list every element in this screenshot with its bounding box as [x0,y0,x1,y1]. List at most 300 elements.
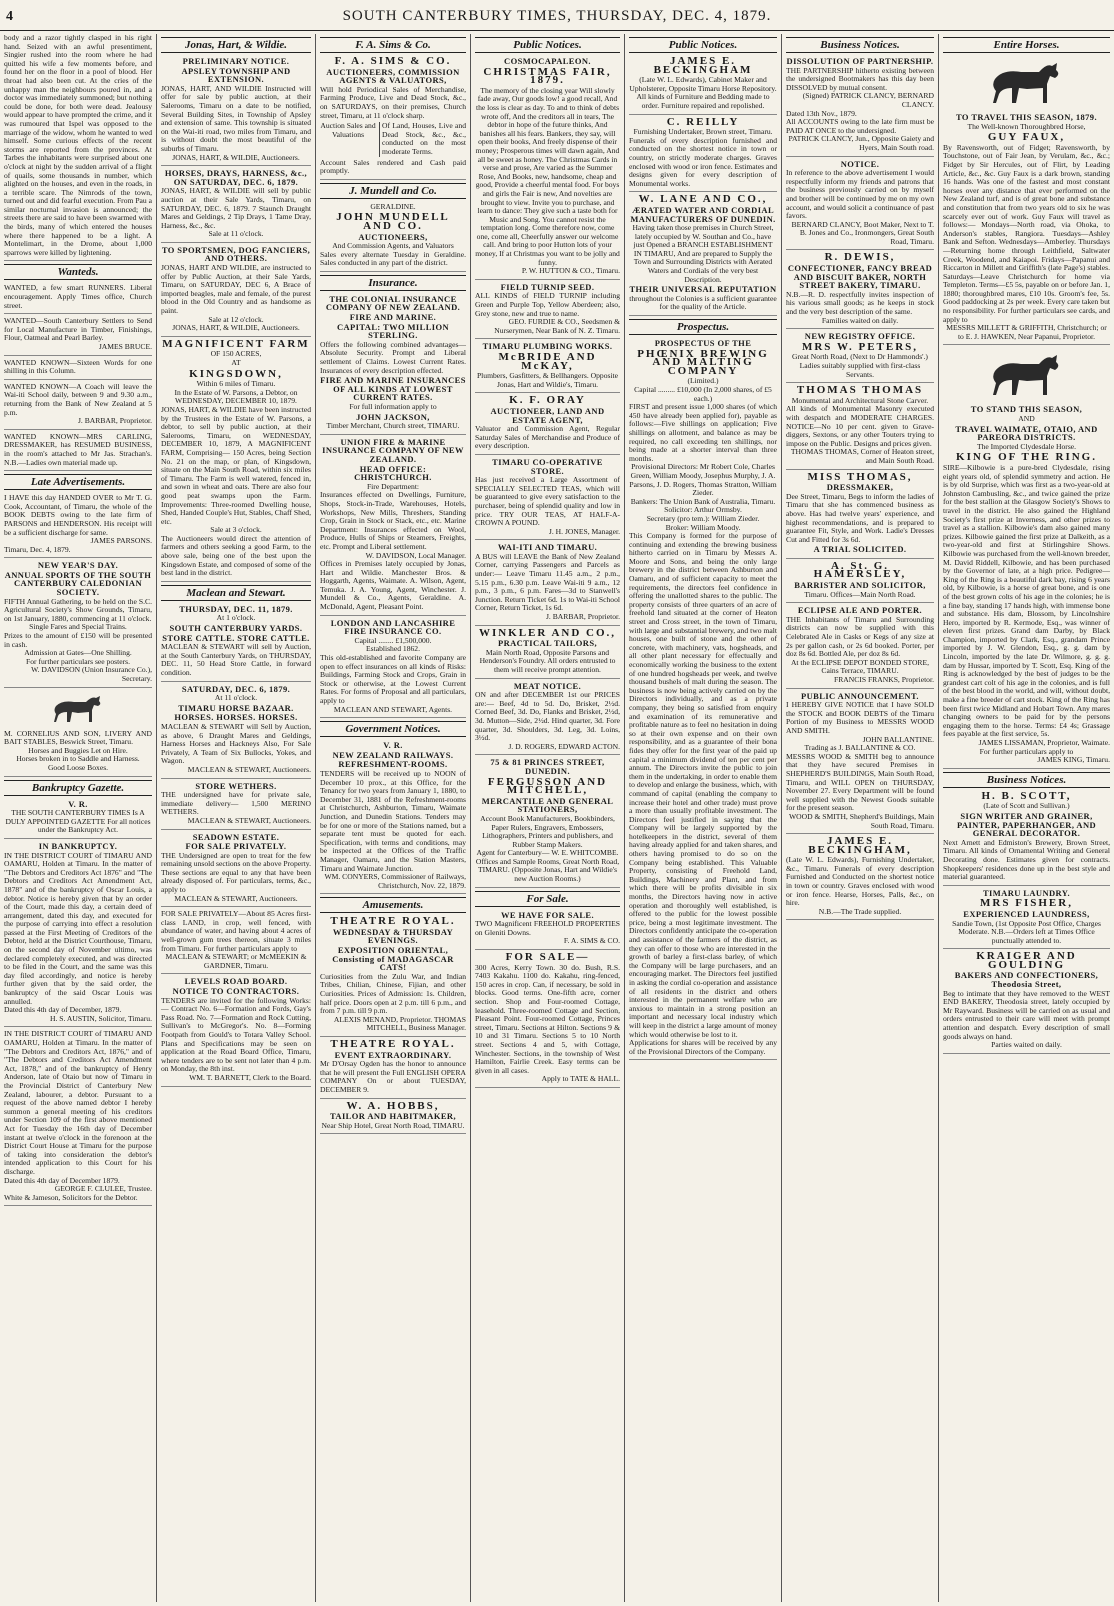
ad-text: A BUS will LEAVE the Bank of New Zealand Corner, carrying Passengers and Parcels as under:— Leave Timaru 11.45 a.m., 2 p.m., 5.15 p.m., 6.30 p.m. Leave Wai-iti 9 a.m., 12 p.m., 3 p.m., 6 p.m. Fares—3d to Stanwell's Junction. Return Ticket 6d. 1s to Wai-iti School Corner, Return Ticket, 1s 6d. [475,551,620,613]
ad-heading: NOTICE TO CONTRACTORS. [172,986,300,996]
ad-signature: MESSRS MILLETT & GRIFFITH, Christchurch; or to E. J. HAWKEN, Near Papanui, Proprietor. [946,323,1107,341]
ad-title: THEATRE ROYAL. [330,915,456,928]
ad-heading: REFRESHMENT-ROOMS. [338,759,448,770]
ad-text: The Auctioneers would direct the attention of farmers and others seeking a good Farm, to the above sale, being one of the best upon the Kingsdown Estate, and composed of some of the best land in the district. [161,533,311,578]
auction-ad [161,169,311,243]
ad-title: JAMES E. BECKINGHAM, [808,835,912,856]
ad-text: N.B.—R. D. respectfully invites inspection of his various small goods; as he keeps in stock and the very best description of the same. [786,289,934,317]
news-story [4,34,152,261]
column-5 [625,34,782,1602]
auctioneer-ad [320,57,466,180]
ad-text: This old-established and favorite Company are open to effect insurances on all kinds of Risks: Buildings, Farming Stock and Crops, Grain in Stock or otherwise, at the Lowest Current Rates. For forms of Proposal and all particulars, apply to [320,653,466,705]
ad-heading: IN BANKRUPTCY. [38,840,118,851]
ad-heading: THE COLONIAL INSURANCE COMPANY OF NEW ZEALAND. [325,293,461,313]
columns [0,34,1114,1602]
ad-heading: BARRISTER AND SOLICITOR, [794,580,926,591]
horse-icon [985,349,1069,401]
ad-line: (Late of Scott and Sullivan.) [983,801,1070,811]
ad-text: Account Book Manufacturers, Bookbinders, Paper Rulers, Engravers, Embossers, Lithographers, Printers and publishers, and Rubber Stamp Makers. [480,813,615,849]
registry-ad [786,332,934,383]
ad-line: And Commission Agents, and Valuators [332,241,454,251]
aerated-water-ad [629,195,777,316]
ad-text: SIRE—Kilbowie is a pure-bred Clydesdale, rising eight years old, of splendid symmetry and action. He is by old Surprise, which was first as a two-year-old at Johnston Cambusling, &c., and twice gained the prize for the best stallion at the Glasgow Society's Shows to travel in the district. He also gained the Highland Society's first prize at Inverness, and other prizes to travel as a stallion. Kilbowie's dam also gained many prizes. Kilbowie gained the first prize at Dalkeith, as a two-year-old and first at Stirlingshire Shows. Kilbowie was purchased from the well-known breeder, M. David Riddell, Kilbowie, and has been purchased by the Governor of late, at a high price. Pedigree—King of the Ring is a beautiful dark bay, rising 6 years old, by Kilbowie, is a horse of great bone, and is one of the best grown colts of his age in the colonies; he is a fine bay, standing 17 hands high, with immense bone and substance. His dam, Blossom, by Lincolnshire Hero, imported by R. Kermode, Esq., was winner of eleven first prizes. Grand dam Darby, by Black Champion, imported by Clark, Esq., grandam Prince imported by J. W. Glendon, Esq., g. g. dam by Lincoln, imported by the late Dr. Wilmore, g. g. g. dam by Hussar, imported by T. Scott, Esq. King of the Ring is acknowledged by the best of judges to be the grandest cart colt of his age in the colonies, and is full of the best blood in the world, and will, without doubt, make a fine breeder of cart stock. King of the Ring has been first twice Midland and Hobart Town. Any mares changing owners to be paid for by the persons engaging them to the horse. Terms: £4 4s; Grassage fees payable at the first service, 5s. [943,463,1110,739]
ad-text: Insurances effected on Dwellings, Furniture, Shops, Stock-in-Trade, Warehouses, Hotels, Workshops, New Mills, Threshers, Standing Crop, Grain in Stock or Stack, etc., etc. Marine Department: Insurances effected on Wool, Produce, Hulls of Ships or Steamers, Freights, etc. Prompt and Liberal settlement. [320,490,466,551]
ad-heading: AUCTIONEER, LAND AND ESTATE AGENT, [490,405,605,425]
stationers-ad [475,758,620,887]
ad-signature: WM. CONYERS, Commissioner of Railways, Christchurch, Nov. 22, 1879. [324,872,466,890]
ad-heading: FIRE AND MARINE INSURANCES OF ALL KINDS AT LOWEST CURRENT RATES. [320,375,466,403]
ad-title: FOR SALE— [505,951,590,964]
theatre-ad [320,917,466,1037]
ad-title: MRS FISHER, [980,897,1073,910]
ad-text: JONAS, HART AND WILDIE, are instructed to offer by Public Auction, at their Sale Yards, Timaru, on SATURDAY, DEC 6, A Brace of imported beagles, male and female, of the purest blood in the Old Country and as handsome as paint. [161,263,311,316]
ad-heading: V. R. [68,798,88,809]
section-header: Entire Horses. [943,37,1110,53]
ad-title: H. B. SCOTT, [981,789,1072,802]
mason-ad [786,386,934,469]
notice-ad [786,160,934,251]
ad-title: MRS W. PETERS, [801,340,919,353]
bankruptcy-ad [4,1030,152,1206]
ad-text: Offers the following combined advantages— Absolute Security. Prompt and Liberal settlement of Claims. Lowest Current Rates. Insurances of every description effected. [320,339,466,375]
ad-line: Furnishing Undertaker, Brown street, Timaru. [633,127,773,137]
ad-text: TENDERS will be received up to NOON of December 10 prox., at this Office, for the Tenancy for two years from January 1, 1880, to December 31, 1881 of the Refreshment-rooms at Christchurch, Ashburton, Timaru, Waimate Junction, and Dunedin Stations. Tenders may be for one or more of the Stations named, but a separate tent must be quoted for each. Specification, with terms and conditions, may be inspected at the Offices of the Traffic Manager, Oamaru, and the Station Masters, Timaru and Waimate Junction. [320,768,466,873]
ad-line: For further particulars see posters. [26,656,130,666]
section-header: Business Notices. [786,37,934,53]
ad-title: JAMES E. BECKINGHAM [653,55,753,76]
stables-ad [4,692,152,777]
ad-line: For full information apply to [349,402,437,411]
ad-signature: F. A. SIMS & CO. [563,936,620,946]
ad-title: R. DEWIS, [824,251,896,264]
ad-signature: P. W. HUTTON & CO., Timaru. [521,266,620,276]
ad-heading: HORSES. HORSES. HORSES. [174,712,298,723]
ad-signature: JAMES BRUCE. [98,342,152,351]
ad-title: W. A. HOBBS, [346,1099,440,1112]
ad-signature: ALEXIS MENAND, Proprietor. THOMAS MITCHELL, Business Manager. [333,1014,466,1033]
farm-ad [161,337,311,582]
auction-ad [161,685,311,779]
ad-signature: JAMES KING, Timaru. [1037,755,1110,765]
ad-heading: NEW YEAR'S DAY. [37,560,119,571]
store-ad [475,458,620,540]
ad-line: The Well-known Thoroughbred Horse, [967,121,1086,131]
ad-heading: PUBLIC ANNOUNCEMENT. [801,690,919,701]
ad-text: All kinds of Monumental Masonry executed with despatch and MODERATE CHARGES. NOTICE—No 10 per cent. given to Grave-diggers, Sextons, or any other Touters trying to impose on the Public. Designs and prices given. [786,404,934,448]
ad-signature: PATRICK CLANCY, Jun., Opposite Gaiety and Hyers, Main South road. [788,134,934,152]
ad-heading: STORE WETHERS. [195,780,277,791]
ad-heading: TAILOR AND HABITMAKER, [329,1111,456,1122]
ad-line: Prizes to the amount of £150 will be presented in cash. [4,631,152,649]
ad-heading: LONDON AND LANCASHIRE FIRE INSURANCE CO. [330,617,456,637]
section-header: Insurance. [320,275,466,291]
ad-line: At 1 o'clock. [216,613,256,623]
ad-heading: AUCTIONEERS, COMMISSION AGENTS & VALUATORS, [326,66,460,86]
ad-line: White & Jameson, Solicitors for the Debtor. [4,1192,138,1202]
ad-text: Main North Road, Opposite Parsons and Henderson's Foundry. All orders entrusted to them will receive prompt attention. [479,647,616,674]
ad-title: KINGSDOWN, [189,367,283,380]
ad-line: GERALDINE. [370,201,416,211]
undertaker-ad [629,115,777,193]
ad-heading: WEDNESDAY & THURSDAY EVENINGS. [332,926,454,946]
ad-text: ON and after DECEMBER 1st our PRICES are:— Beef, 4d to 5d. Do, Brisket, 2½d. Corned Beef, 3d. Do, Flanks and Brisket, 2½d, 3d. Mutton—Side, 2½d. Hind quarter, 3d. Fore quarter, 3d. Shoulders, 3d. Leg, 3d. Loins, 3½d. [475,690,620,743]
ad-heading: JOHN JACKSON, [356,411,430,422]
cabinet-ad [629,57,777,115]
ad-heading: CONFECTIONER, FANCY BREAD AND BISCUIT BAKER, NORTH STREET BAKERY, TIMARU. [787,263,933,291]
column-6 [782,34,939,1602]
partnership-notice [786,57,934,157]
ad-heading: TO STAND THIS SEASON, [970,404,1083,415]
prospectus-ad [629,339,777,1060]
ad-date: Dated this 4th day of December, 1879. [4,1005,122,1015]
ad-signature: J. D. ROGERS, EDWARD ACTON. [508,741,620,751]
ad-text: MACLEAN & STEWART will Sell by Auction, as above, 6 Draught Mares and Geldings, Harness Horses and Hackneys Also, For Sale Privately, A Team of Six Bullocks, Yokes, and Wagon. [161,721,311,766]
ad-heading: PRACTICAL TAILORS, [498,638,597,649]
ad-line: At the ECLIPSE DEPOT BONDED STORE, Cains Terrace, TIMARU. [790,657,930,676]
ad-line: Single Fares and Special Trains. [29,622,127,632]
ad-heading: WAI-ITI AND TIMARU. [497,542,598,553]
ad-text: THE Undersigned are open to treat for the few remaining unsold sections on the above Property. These sections are equal to any that have been already disposed of. For particulars, terms, &c., apply to [161,850,311,895]
ad-line: Families waited on daily. [821,315,899,325]
ad-heading: MERCANTILE AND GENERAL STATIONERS, [481,795,614,815]
ad-signature: FRANCIS FRANKS, Proprietor. [833,675,934,684]
ad-signature: (Signed) PATRICK CLANCY, BERNARD CLANCY. [802,91,934,109]
ad-text: Plumbers, Gasfitters, & Bellhangers. Opposite Jonas, Hart and Wildie's, Timaru. [476,371,619,389]
ad-heading: CAPITAL: TWO MILLION STERLING. [336,321,450,341]
ad-text: WANTED, a few smart RUNNERS. Liberal encouragement. Apply Times office, Church street. [4,283,152,310]
ad-line: In the Estate of W. Parsons, a Debtor, on WEDNESDAY, DECEMBER 10, 1879. [174,387,298,406]
ad-signature: MACLEAN AND STEWART, Agents. [333,704,453,714]
ad-line: Admission at Gates—One Shilling. [24,648,132,658]
ad-title: McBRIDE AND McKAY, [498,351,597,372]
ad-line: Monumental and Architectural Stone Carver. [791,395,929,405]
column-2 [157,34,316,1602]
ad-heading: WE HAVE FOR SALE. [500,909,595,920]
ad-text: Next Arnett and Edmiston's Brewery, Brown Street, Timaru. All kinds of Ornamental Writing and General Decorating done. Estimates given for contracts. Shopkeepers' residences done up in the best style and material guaranteed. [943,837,1110,882]
ad-line: Bankers: The Union Bank of Australia, Timaru. [630,496,776,506]
ad-text: Sales every alternate Tuesday in Geraldine. Sales conducted in any part of the district. [320,249,466,268]
ad-text: The memory of the closing year Will slowly fade away, Our goods low! a good recall, And the loss is clear as day. To and to think of debts wrote off, And the creditors all in tears, The debtor in hope of the future thinks, And banishes all his fears. Bankers, they say, will open their books, And freely dispense of their money; Prosperous times will dawn again, And all be sweet as honey. The Christmas Cards in verse and prose, Are varied as the Summer Rose, And Books, new, handsome, cheap and good, Provide a cheerful mental food. For boys and girls the Fair is new, And novelties are brought to view. Invite you to purchase, and learn to dance: They give such a taste both for Music and Song. You cannot resist the temptation long. Come therefore now, come one, come all, Cheerfully answer our welcome call. And bring to poor Hutton lots of your money, If at Christmas you want to be jolly and funny. [475,85,620,267]
dressmaker-ad [786,470,934,559]
ad-text: Near Ship Hotel, Great North Road, TIMARU. [321,1120,465,1130]
ad-signature: MACLEAN & STEWART, Auctioneers. [187,815,311,825]
ad-heading: HORSES, DRAYS, HARNESS, &c., ON SATURDAY, DEC. 6, 1879. [164,168,308,187]
ad-text: TWO Magnificent FREEHOLD PROPERTIES on Gleniti Downs. [475,919,620,937]
ad-title: CHRISTMAS FAIR, 1879. [483,65,612,87]
auction-ad [161,246,311,337]
ad-title: GUY FAUX, [987,131,1066,144]
bankruptcy-ad [4,842,152,1027]
ad-text: ALL KINDS of FIELD TURNIP including Green and Purple Top, Yellow Aberdeen; also, Grey stone, new and true to name. [475,291,620,318]
horse-icon [985,57,1069,109]
insurance-ad [320,619,466,719]
ad-heading: TRAVEL WAIMATE, OTAIO, AND PAREORA DISTRICTS. [955,423,1098,443]
painter-ad [943,789,1110,886]
section-header: Public Notices. [475,37,620,53]
ad-text: By Ravensworth, out of Fidget; Ravensworth, by Touchstone, out of Fair Jean, by Verulam, &c., &c.; Fidget by Sir Hercules, out of Flirt, by Leading Article, &c., &c. Guy Faux is a dark brown, standing 16 hands. Was one of the fastest and most constant horses over any distance that ever performed on the New Zealand turf, and is of great bone and substance and constitution that from two years old to six he was scarcely ever out of work. Guy Faux will travel as follows:— Mondays—North road, via Ohoka, to Anderson's stables, Rangiora. Tuesdays—Ashley Bank and Sefton. Wednesdays—Amberley. Thursdays—Returning home through Leithfield, Saltwater Creek, Woodend, and Kaiapoi. Fridays—Papanui and Riccarton in Millett and Griffith's (late Page's) stables. Saturdays—Leave Christchurch for home via Templeton. Terms—£5 5s, payable on or before Jan. 1, 1880; thoroughbred mares, £10 10s. Groom's fee, 5s. Good paddocking at 2s per week. Every care taken but no responsibility. For further particulars see cards, and apply to [943,142,1110,324]
newspaper-title: SOUTH CANTERBURY TIMES, THURSDAY, DEC. 4, 1879. [342,8,772,24]
ad-line: (Limited.) [687,376,719,386]
ad-line: Parties waited on daily. [991,1040,1062,1050]
section-header: Business Notices. [943,772,1110,788]
ad-signature: JONAS, HART, & WILDIE, Auctioneers. [172,152,300,162]
ad-heading: PRELIMINARY NOTICE. [182,56,290,66]
ad-title: JOHN MUNDELL AND CO. [336,211,450,232]
ad-text: JONAS, HART, & WILDIE will sell by public auction at their Sale Yards, Timaru, on SATURDAY, DEC. 6, 1879. 7 Staunch Draught Mares and Geldings, 2 Tip Drays, 1 Tame Dray, Harness, &c., &c. [161,186,311,230]
sale-ad [475,911,620,950]
insurance-ad [320,295,466,435]
ad-text: Great North Road, (Next to Dr Hammonds'.) Ladies suitably supplied with first-class Servants. [792,352,928,379]
ad-heading: SIGN WRITER AND GRAINER, PAINTER, PAPERHANGER, AND GENERAL DECORATOR. [956,810,1097,839]
ad-signature: WM. T. BARNETT, Clerk to the Board. [189,1072,311,1082]
ad-heading: LEVELS ROAD BOARD. [184,976,288,987]
auction-ad [161,57,311,166]
ad-text: (Late W. L. Edwards), Furnishing Undertaker, &c., Timaru. Funerals of every description Furnished and Conducted on the shortest notice in town or country. Graves enclosed with wood or iron fence. Hearse, Horses, Palls, &c., on hire. [786,855,934,908]
ad-signature: THOMAS THOMAS, Corner of Heaton street, and Main South Road. [790,447,934,465]
ad-heading: PROSPECTUS OF THE [654,338,752,349]
ad-text: Valuator and Commission Agent, Regular Saturday Sales of Merchandise and Produce of every description. [475,424,620,451]
ad-text: JONAS, HART, & WILDIE have been instructed by the Trustees in the Estate of W. Parsons, a debtor, to sell by public auction, at their Salerooms, Timaru, on WEDNESDAY, DECEMBER 10, 1879, A MAGNIFICENT FARM, Comprising— 150 Acres, being Section No. 21 on the map, or plan, of Kingsdown, situate on the Main South Road, within six miles of Timaru. The Farm is well watered, fenced in, and sown in wheat and oats. There are also four good peat swamps upon the Farm. Improvements: Three-roomed Dwelling house, Shed, Handed Couple's Hut, Stables, Chaff Shed, etc. [161,404,311,526]
land-ad [161,910,311,974]
ad-line: Offices and Sample Rooms, Great North Road, TIMARU. (Opposite Jonas, Hart and Wildie's new Auction Rooms.) [475,856,620,884]
estate-ad [161,833,311,908]
ad-heading: TO TRAVEL THIS SEASON, 1879. [956,112,1097,122]
ad-date: Timaru, Dec. 4, 1879. [4,544,71,554]
ad-line: Broker: William Moody. [665,522,741,532]
ad-heading: MEAT NOTICE. [513,680,582,691]
ad-title: MISS THOMAS, [807,470,913,483]
ad-text: IN THE DISTRICT COURT of TIMARU AND OAMARU, Holden at Timaru. In the matter of "The Debtors and Creditors Act, 1876," and of "The Debtors and Creditors Act Amendment Act, 1878," and of the bankruptcy of Henry Anderson, late of Otaio but now of Timaru in the Provincial District of Canterbury New Zealand, labourer, a debtor. Pursuant to a request of the above named debtor I hereby summon a general meeting of his creditors under Section 109 of the first above mentioned Act for Tuesday the 16th day of December instant at twelve o'clock in the forenoon at the District Court House at Timaru for the purpose of taking into consideration the debtor's intended application to this Court for his discharge. [4,1029,152,1176]
ad-text: WANTED KNOWN—MRS CARLING, DRESSMAKER, has RESUMED BUSINESS, in the room's attached to Mr Jas. Strachan's. N.B.—Ladies own material made up. [4,431,152,467]
ad-heading: DRESSMAKER, [826,482,894,493]
undertaker-ad [786,837,934,920]
section-header: F. A. Sims & Co. [320,37,466,53]
wanted-ad [4,433,152,471]
ad-heading: TO SPORTSMEN, DOG FANCIERS, AND OTHERS. [161,244,311,264]
ad-text: Funerals of every description furnished and conducted on the shortest notice in town or country, on strictly moderate charges. Graves enclosed with wood or iron fence. Estimates and designs given for every description of Monumental works. [629,135,777,188]
ad-heading: NOTICE. [840,158,880,169]
baker-ad [786,253,934,329]
ad-text: Will hold Periodical Sales of Merchandise, Farming Produce, Live and Dead Stock, &c., on SATURDAYS, on their premises, Church street, Timaru, at 11 o'clock sharp. [320,84,466,120]
ad-text: Beg to intimate that they have removed to the WEST END BAKERY, Theodosia street, lately occupied by Mr Rayward. Business will be carried on as usual and orders entrusted to their care will meet with prompt attention and despatch. Every description of small goods always on hand. [943,988,1110,1041]
ad-text: Dee Street, Timaru, Begs to inform the ladies of Timaru that she has commenced business as above. Has had twelve years' experience, and highest recommendations, and is prepared to guarantee Fit, Style, and Work. Ladie's Dresses Cut and Fitted for 3s 6d. [786,491,934,544]
fair-ad [475,57,620,280]
ad-signature: GEORGE F. CLULEE, Trustee. [54,1184,152,1194]
ad-text: Curiosities from the Zulu War, and Indian Tribes, Chilian, Chinese, Fijian, and other Curiosities. Prices of Admission: 1s. Children, half price. Doors open at 2 p.m. till 6 p.m., and from 7 p.m. till 9 p.m. [320,971,466,1016]
ad-line: Trading as J. BALLANTINE & CO. [804,743,916,753]
ad-title: MAGNIFICENT FARM [162,337,310,350]
ad-text: Offices in Premises lately occupied by Jonas, Hart and Wildie. Manchester Bros. & Hoggarth, Agents, Waimate. A. Wilson, Agent, Temuka. J. A. Young, Agent, Winchester. J. Mundell & Co., Agents, Geraldine. A. McDonald, Agent, Pleasant Point. [320,559,466,612]
ad-signature: MACLEAN & STEWART, Auctioneers. [187,764,311,774]
government-notice [320,741,466,894]
auctioneer-ad [475,396,620,455]
ad-line: Sale at 12 o'clock. [208,314,264,324]
ad-signature: W. DAVIDSON, Local Manager. [365,550,466,560]
ad-line: Horses broken in to Saddle and Harness. [16,754,140,764]
bankruptcy-ad [4,800,152,839]
ad-text: (Late W. L. Edwards), Cabinet Maker and Upholsterer, Opposite Timaru Horse Repository. All kinds of Furniture and Bedding made to order. Furniture repaired and repolished. [629,75,777,110]
column-3 [316,34,471,1602]
ad-line: Solicitor: Arthur Ormsby. [664,505,742,515]
ad-signature: WOOD & SMITH, Shepherd's Buildings, Main South Road, Timaru. [788,811,934,830]
ad-heading: BAKERS AND CONFECTIONERS, Theodosia Street, [954,970,1099,990]
column-4 [471,34,625,1602]
ad-text: FIRST and present issue 1,000 shares (of which 450 have already been applied for), payable as follows:—Five shillings on application; Five shillings on allotment, and balance as may be required, no call exceeding ten shillings, nor being made at a shorter interval than three months. [629,402,777,463]
ad-line: Fire Department: [366,481,420,491]
ad-line: Of Land, Houses, Live and Dead Stock, &c., &c., conducted on the most moderate Terms. [379,122,466,156]
meat-ad [475,682,620,756]
ad-line: AND [1018,414,1035,424]
ad-text: MACLEAN & STEWART will sell by Auction, at the South Canterbury Yards, on THURSDAY, DEC. 11, 50 Head Store Cattle, in forward condition. [161,642,311,677]
ad-line: OF 150 ACRES, [210,349,262,359]
ad-heading: NEW REGISTRY OFFICE. [804,331,916,342]
ad-signature: JONAS, HART, & WILDIE, Auctioneers. [172,323,300,333]
ad-text: I HEREBY GIVE NOTICE that I have SOLD the STOCK and BOOK DEBTS of the Timaru Portion of my Business to MESSRS WOOD AND SMITH. [786,700,934,735]
column-1 [0,34,157,1602]
ad-heading: ECLIPSE ALE AND PORTER. [797,605,923,616]
ad-text: FIFTH Annual Gathering, to be held on the S.C. Agricultural Society's Show Grounds, Timaru, on 1st January, 1880, commencing at 11 o'clock. [4,596,152,623]
ad-line: Timber Merchant, Church street, TIMARU. [326,421,460,431]
ad-heading: EXPOSITION ORIENTAL, Consisting of MADAGASCAR CATS! [332,945,454,973]
sale-ad [475,953,620,1088]
ad-text: FOR SALE PRIVATELY—About 85 Acres first-class LAND, in crop, well fenced, with abundance of water, and having about 4 acres of well-grown gum trees thereon, situate 3 miles from Timaru. For further particulars apply to [161,909,311,953]
section-header-late: Late Advertisements. [4,474,152,490]
ad-title: F. A. SIMS & CO. [334,55,452,67]
horse-icon [48,692,108,726]
ale-ad [786,606,934,688]
announcement-ad [786,692,934,835]
ad-text: 300 Acres, Kerry Town. 30 do. Bush, R.S. 7403 Kakahu. 1100 do. Kakahu, ring-fenced, 150 acres in crop. Can, if necessary, be sold in blocks. Good terms. One-fifth acre, corner section. Shop and Four-roomed Cottage, leasehold. Three-roomed Cottage and Section, Pleasant Point. Four-roomed Cottage, Princes street, Timaru. Sections at Hilton. Sections 9 & 10 and 31 Timaru. Sections 5 to 10 North street. Sections 4 and 5, with Cottage, Winchester. Sections, in the township of West Hamilton, Fairlie Creek. Easy terms can be given in all cases. [475,962,620,1075]
ad-line: The Imported Clydesdale Horse. [976,441,1077,451]
wanted-ad [4,383,152,430]
ad-text: Applications for shares will be received by any of the Provisional Directors of the Company. [629,1038,777,1056]
page-number: 4 [6,9,13,24]
ad-heading: EXPERIENCED LAUNDRESS, [963,908,1090,919]
ad-text: All ACCOUNTS owing to the late firm must be PAID AT ONCE to the undersigned. [786,117,934,135]
ad-signature: J. BARBAR, Proprietor. [545,612,620,622]
wanted-ad [4,317,152,355]
ad-signature: GEO. FURDIE & CO., Seedsmen & Nurserymen, Near Bank of N. Z. Timaru. [494,317,620,335]
ad-text: WANTED KNOWN—Sixteen Words for one shilling in this Column. [4,357,152,376]
baker-ad [943,952,1110,1054]
ad-text: WANTED KNOWN—A Coach will leave the Wai-iti School daily, between 9 and 9.30 a.m., returning from the Bank of New Zealand at 5 p.m. [4,381,152,417]
ad-heading: ÆRATED WATER AND CORDIAL MANUFACTURERS OF DUNEDIN. [630,204,776,224]
ad-date: Dated 13th Nov., 1879. [786,108,857,118]
ad-heading: DISSOLUTION OF PARTNERSHIP. [786,56,934,66]
ad-signature: JAMES PARSONS. [90,536,152,546]
sports-ad [4,561,152,687]
ad-line: Horses and Buggies Let on Hire. [28,745,128,755]
ad-heading: AUCTIONEERS, [358,231,428,242]
ad-title: C. REILLY [666,115,740,128]
ad-title: KRAIGER AND GOULDING [976,950,1077,971]
ad-heading: FOR SALE PRIVATELY. [185,841,287,852]
ad-signature: MACLEAN & STEWART; or McMEEKIN & GARDNER, Timaru. [165,952,307,970]
section-header: Jonas, Hart, & Wildie. [161,37,311,53]
ad-line: AT [231,358,241,367]
stallion-ad [943,57,1110,345]
ad-text: I HAVE this day HANDED OVER to Mr T. G. Cook, Accountant, of Timaru, the whole of the BOOK DEBTS owing to the late firm of PARSONS and HENDERSON. His receipt will be a sufficient discharge for same. [4,493,152,537]
late-ad [4,494,152,558]
section-header: For Sale. [475,891,620,907]
section-header: Maclean and Stewart. [161,585,311,601]
ad-signature: BERNARD CLANCY, Boot Maker, Next to T. B. Jones and Co., Ironmongers, Great South Road, Timaru. [791,219,934,246]
ad-line: Provisional Directors: Mr Robert Cole, Charles Green, William Moody, Josephus Murphy, J. A. Parsons, J. D. Rogers, Thomas Stratton, William Zieder. [629,462,777,498]
ad-title: THEATRE ROYAL. [330,1038,456,1050]
ad-line: Auction Sales and Valuations [320,121,376,139]
ad-line: Capital ......... £10,000 (In 2,000 shares, of £5 each.) [634,385,772,403]
ad-heading: APSLEY TOWNSHIP AND EXTENSION. [181,65,291,85]
tender-ad [161,977,311,1086]
ad-heading: SATURDAY, DEC. 6, 1879. [181,683,291,694]
ad-text: In reference to the above advertisement I would respectfully inform my friends and patrons that the business previously carried on by myself and brother will be continued by me on my own account, and would solicit a continuance of past favors. [786,168,934,221]
stallion-ad [943,349,1110,768]
ad-line: Account Sales rendered and Cash paid promptly. [320,157,466,176]
ad-heading: THEIR UNIVERSAL REPUTATION [629,284,777,295]
ad-text: M. CORNELIUS AND SON, LIVERY AND BAIT STABLES, Beswick Street, Timaru. [4,728,152,747]
auction-ad [161,782,311,830]
ad-text: Having taken those premises in Church Street, lately occupied by W. Southan and Co., have just Opened a BRANCH ESTABLISHMENT IN TIMARU, And are prepared to Supply the Town and Surrounding Districts with Aerated Waters and Cordials of the very best Description. [632,223,774,284]
ad-text: TENDERS are invited for the following Works:— Contract No. 6—Formation and Fords, Gay's Pass Road. No. 7—Formation and Rock Cutting, Sullivan's to McGregor's. No. 8—Forming Footpath from Gould's to Totara Valley School. Plans and Specifications may be seen on application at the Road Board Office, Timaru, where tenders are to be sent not later than 4 p.m. on Monday, the 8th inst. [161,995,311,1074]
section-header: Amusements. [320,897,466,913]
ad-text: THE undersigned have for private sale, immediate delivery— 1,500 MERINO WETHERS. [161,790,311,817]
ad-title: KING OF THE RING. [956,451,1097,464]
section-header: Public Notices. [629,37,777,53]
ad-signature: H. S. AUSTIN, Solicitor, Timaru. [49,1013,152,1023]
ad-heading: SOUTH CANTERBURY YARDS. [169,623,303,634]
ad-heading: TIMARU HORSE BAZAAR. [178,702,294,713]
ad-line: Sale at 11 o'clock. [208,229,264,239]
masthead [0,0,1114,31]
ad-heading: SEADOWN ESTATE. [192,831,280,842]
auction-ad [161,605,311,682]
laundry-ad [943,889,1110,950]
auctioneer-ad [320,203,466,272]
ad-text: Mr D'Orsay Ogden has the honor to announce that he will present the Full ENGLISH OPERA COMPANY On or about TUESDAY, DECEMBER 9. [320,1059,466,1094]
ad-box [320,122,466,156]
ad-heading: FIELD TURNIP SEED. [500,281,595,292]
ad-heading: 75 & 81 PRINCES STREET, DUNEDIN. [490,757,605,776]
ad-line: Established 1862. [366,644,420,654]
ad-text: Sandie Town, (1st Opposite Post Office, Charges Moderate. N.B.—Orders left at Times Office punctually attended to. [952,918,1101,945]
ad-title: A. St. G. HAMERSLEY, [813,559,907,581]
ad-heading: TIMARU CO-OPERATIVE STORE. [492,456,603,476]
ad-line: At 11 o'clock. [214,693,258,703]
ad-line: Capital ........ £1,500,000. [354,635,432,645]
ad-signature: JOHN BALLANTINE. [862,734,934,744]
ad-text: IN THE DISTRICT COURT of TIMARU AND OAMARU, Holden at Timaru. In the matter of "The Debtors and Creditors Act 1876" and "The Debtors and Creditors Act Amendment Act, 1878" and of the bankruptcy of Oscar Louis, a debtor. Notice is hereby given that by an order of the Court, made this day, a certain deed of arrangement, dated this day, and executed for the purpose of carrying into effect a resolution passed at the First Meeting of Creditors of the Debtor, held at the District Courthouse, Timaru, on the second day of November ultimo, was declared completely executed, and was directed to be filed in the Court, and the same was this day filed accordingly, and notice is hereby further given that by the said order, the bankruptcy of the said Oscar Louis was annulled. [4,850,152,1006]
ad-text: MESSRS WOOD & SMITH beg to announce that they have secured Premises in SHEPHERD'S BUILDINGS, Main South Road, Timaru, and WILL OPEN on THURSDAY, November 27. Every Department will be found well supplied with the Newest Goods suitable for the present season. [786,751,934,813]
ad-heading: THURSDAY, DEC. 11, 1879. [179,603,293,614]
wanted-ad [4,359,152,380]
ad-title: FERGUSSON AND MITCHELL, [487,775,608,797]
ad-heading: HEAD OFFICE: CHRISTCHURCH. [354,463,432,483]
ad-heading: COSMOCAPALEON. [504,56,591,66]
ad-title: THOMAS THOMAS [796,384,924,397]
ad-heading: FIRE AND MARINE. [349,312,437,323]
ad-text: THE SOUTH CANTERBURY TIMES Is A DULY APPOINTED GAZETTE For all notices under the Bankruptcy Act. [5,808,151,835]
section-header-bankruptcy: Bankruptcy Gazette. [4,780,152,796]
ad-date: Dated this 4th day of December 1879. [4,1175,120,1185]
ad-signature: W. DAVIDSON (Union Insurance Co.), Secretary. [31,665,152,683]
ad-signature: JAMES LISSAMAN, Proprietor, Waimate. [978,738,1110,747]
ad-text: Has just received a Large Assortment of SPECIALLY SELECTED TEAS, which will be guaranteed to give every satisfaction to the purchaser, being of splendid quality and low in price. TRY OUR TEAS, AT HALF-A-CROWN A POUND. [475,475,620,528]
plumbing-ad [475,342,620,393]
ad-line: Sale at 3 o'clock. [210,525,262,535]
tailor-ad [475,626,620,679]
ad-text: throughout the Colonies is a sufficient guarantee for the quality of the Article. [629,293,777,312]
ad-heading: TIMARU PLUMBING WORKS. [482,341,613,352]
